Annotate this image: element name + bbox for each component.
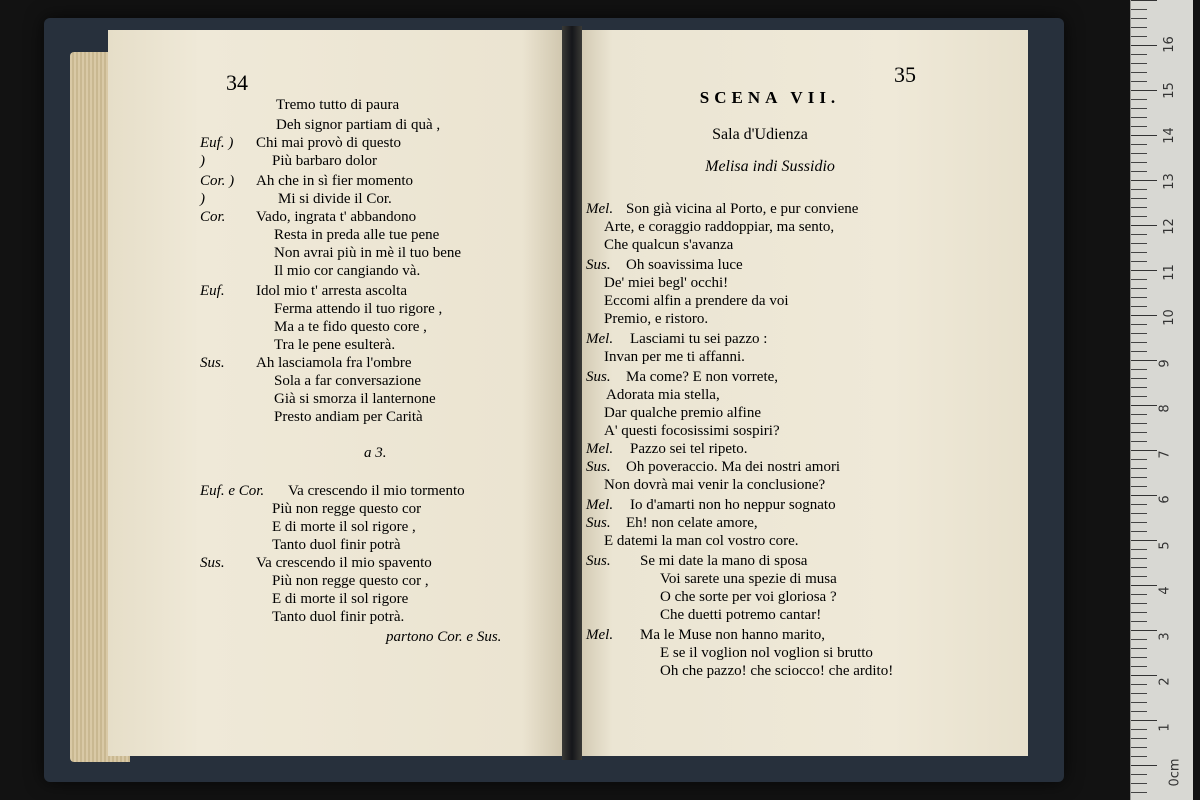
ruler-number: 10 [1161,309,1177,326]
right-page-speaker: Sus. [586,369,611,385]
left-page-line: Tanto duol finir potrà. [272,609,405,625]
right-page-number: 35 [894,62,916,87]
right-page-speaker: Sus. [586,515,611,531]
left-page-speaker: Euf. e Cor. [200,483,265,499]
left-page-line: Resta in preda alle tue pene [274,227,440,243]
ruler-number: 0cm [1167,758,1183,787]
right-page-line: Oh soavissima luce [626,257,743,273]
right-page-line: Voi sarete una spezie di musa [660,571,837,587]
right-page-line: O che sorte per voi gloriosa ? [660,589,837,605]
left-page-line: Non avrai più in mè il tuo bene [274,245,462,261]
left-page-speaker: Euf. ) [200,135,234,151]
ruler-number: 1 [1157,722,1173,732]
right-page-line: Eccomi alfin a prendere da voi [604,293,789,309]
ruler-number: 13 [1161,172,1177,190]
right-page-line: Oh che pazzo! che sciocco! che ardito! [660,663,894,679]
left-page-speaker: ) [200,191,205,207]
scene-characters: Melisa indi Sussidio [705,158,835,175]
left-page-line: Va crescendo il mio spavento [256,555,432,571]
ruler-number: 14 [1161,127,1177,144]
left-page-speaker: ) [200,153,205,169]
right-page-line: Pazzo sei tel ripeto. [630,441,748,457]
right-page-line: Arte, e coraggio raddoppiar, ma sento, [604,219,835,235]
left-page-line: Mi si divide il Cor. [278,191,392,207]
ruler-major-ticks [1131,0,1157,800]
right-page-speaker: Sus. [586,553,611,569]
scene-setting: Sala d'Udienza [712,126,808,143]
left-page-line: Più non regge questo cor , [272,573,429,589]
right-page-line: Adorata mia stella, [606,387,720,403]
scene-heading: SCENA VII. [699,88,841,107]
left-page-line: Chi mai provò di questo [256,135,401,151]
left-page-line: Ah che in sì fier momento [256,173,414,189]
left-page-line: Tanto duol finir potrà [272,537,401,553]
ruler-number: 15 [1161,81,1177,99]
right-page-speaker: Mel. [586,497,614,513]
ruler-number: 9 [1157,358,1173,368]
right-page-speaker: Sus. [586,459,611,475]
left-page-line: Più barbaro dolor [272,153,377,169]
right-page-line: Che duetti potremo cantar! [660,607,822,623]
ruler-number: 3 [1157,631,1173,641]
left-page-line: Tremo tutto di paura [276,97,400,113]
left-page-speaker: Sus. [200,555,225,571]
right-page-line: Lasciami tu sei pazzo : [630,331,768,347]
right-page-line: E se il voglion nol voglion si brutto [660,645,873,661]
left-page-speaker: Sus. [200,355,225,371]
right-page-line: Dar qualche premio alfine [604,405,762,421]
right-page-speaker: Mel. [586,201,614,217]
right-page-line: E datemi la man col vostro core. [604,533,799,549]
right-page-line: Premio, e ristoro. [604,311,709,327]
left-page-line: Presto andiam per Carità [274,409,423,425]
right-page-speaker: Mel. [586,627,614,643]
left-page-line: Deh signor partiam di quà , [276,117,441,133]
right-page-speaker: Mel. [586,441,614,457]
left-page-line: E di morte il sol rigore , [272,519,416,535]
left-page-line: Va crescendo il mio tormento [288,483,465,499]
right-page-line: De' miei begl' occhi! [604,275,729,291]
left-page-number: 34 [226,70,248,95]
right-page-line: Non dovrà mai venir la conclusione? [604,477,826,493]
ruler-number: 5 [1157,540,1173,550]
right-page-line: Ma come? E non vorrete, [626,369,779,385]
right-page-line: Se mi date la mano di sposa [640,553,808,569]
right-page-line: Ma le Muse non hanno marito, [640,627,825,643]
left-page-line: Il mio cor cangiando và. [274,263,421,279]
left-page-line: Già si smorza il lanternone [274,391,436,407]
left-page-speaker: Cor. ) [200,173,235,189]
right-page-speaker: Sus. [586,257,611,273]
right-page-line: Che qualcun s'avanza [604,237,734,253]
right-page-line: Eh! non celate amore, [626,515,758,531]
left-page-line: Tra le pene esulterà. [274,337,396,353]
right-page-line: Oh poveraccio. Ma dei nostri amori [626,459,841,475]
left-page-line: Ah lasciamola fra l'ombre [256,355,412,371]
left-page-line: partono Cor. e Sus. [386,629,502,645]
left-page-line: Sola a far conversazione [274,373,422,389]
left-page-line: Idol mio t' arresta ascolta [256,283,407,299]
ruler-number: 2 [1157,677,1173,686]
ruler-number: 7 [1157,449,1173,459]
right-page-line: Io d'amarti non ho neppur sognato [630,497,836,513]
left-page-line: Vado, ingrata t' abbandono [256,209,417,225]
left-page-line: Ma a te fido questo core , [274,319,427,335]
left-page-line: Più non regge questo cor [272,501,422,517]
right-page-line: Son già vicina al Porto, e pur conviene [626,201,859,217]
ruler-number: 12 [1161,218,1177,235]
right-page-line: Invan per me ti affanni. [604,349,745,365]
left-page-line: a 3. [364,445,387,461]
left-page-line: Ferma attendo il tuo rigore , [274,301,443,317]
measuring-ruler [1130,0,1193,800]
ruler-number: 6 [1157,495,1173,504]
right-page-line: A' questi focosissimi sospiri? [604,423,780,439]
ruler-number: 8 [1157,404,1173,413]
ruler-number: 16 [1161,36,1177,53]
left-page-speaker: Cor. [200,209,226,225]
left-page-line: E di morte il sol rigore [272,591,409,607]
left-page-speaker: Euf. [200,283,225,299]
book-gutter [562,26,582,760]
ruler-number: 11 [1161,263,1177,281]
ruler-number: 4 [1157,586,1173,595]
right-page-speaker: Mel. [586,331,614,347]
